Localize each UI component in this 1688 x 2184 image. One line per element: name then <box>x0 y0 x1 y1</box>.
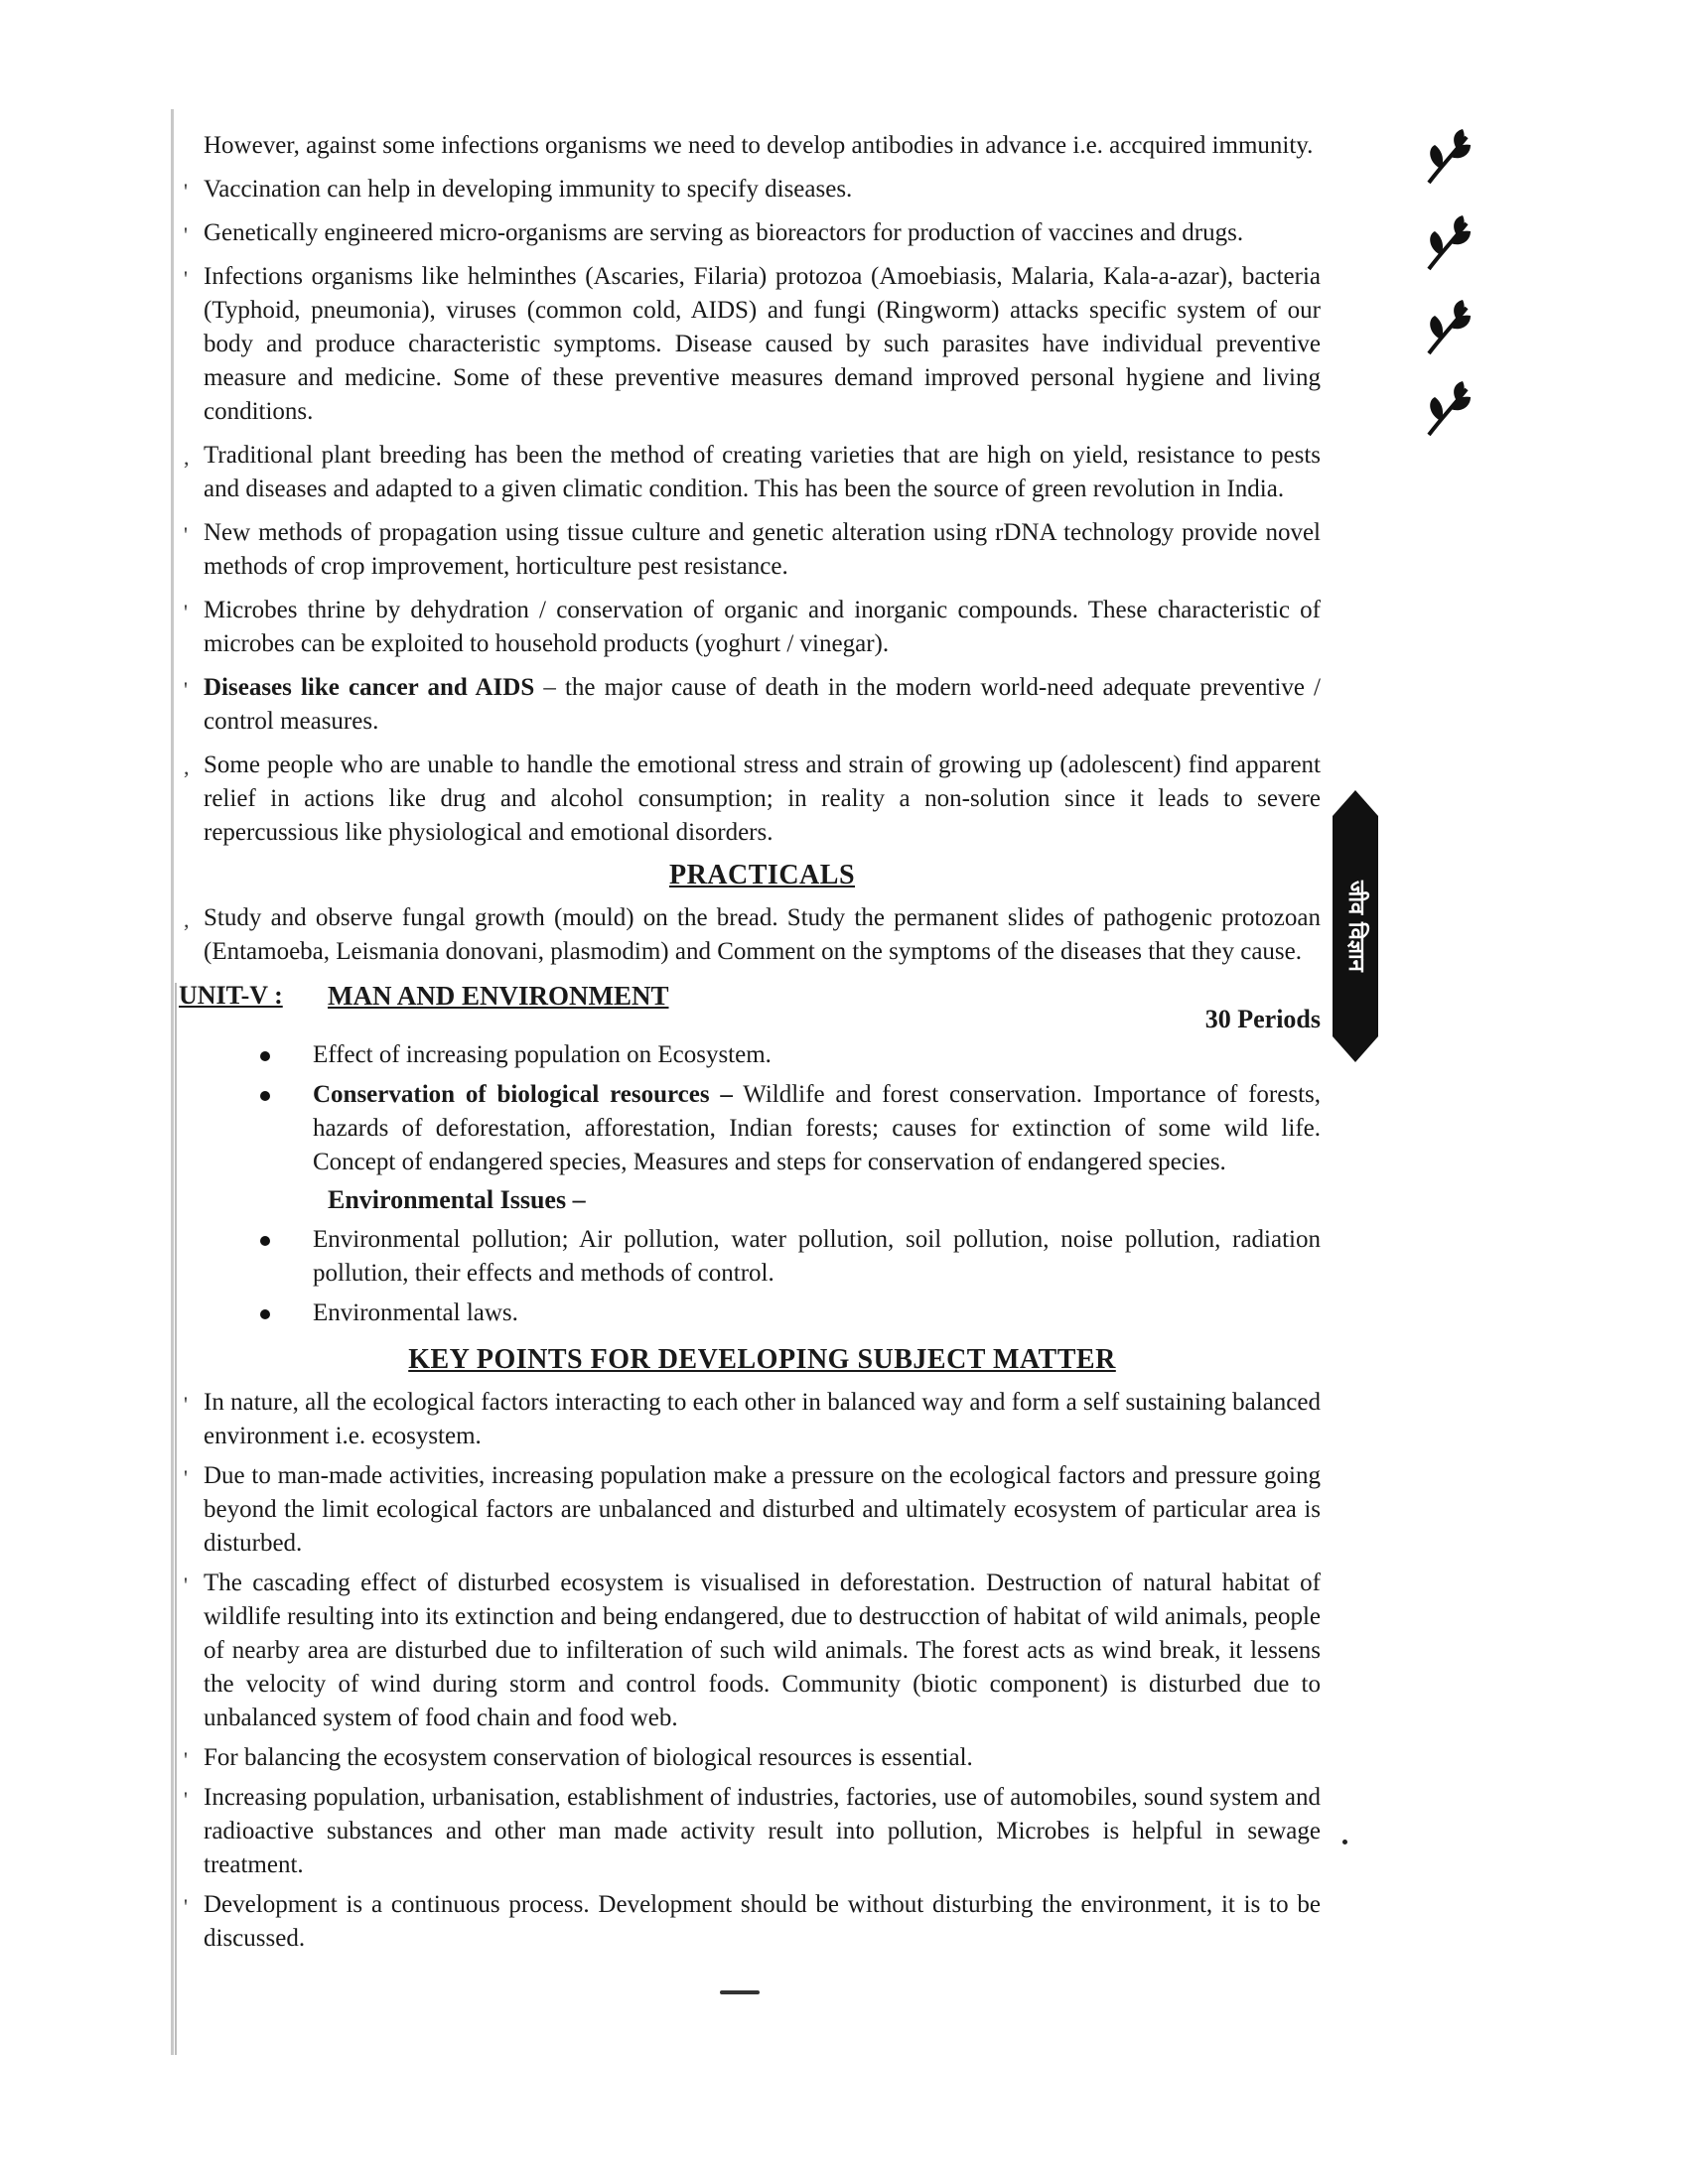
paragraph-text: Vaccination can help in developing immunity to specify diseases. <box>204 176 853 203</box>
environmental-issues-heading: Environmental Issues – <box>328 1185 586 1214</box>
unit-label: UNIT-V : <box>179 981 283 1010</box>
paragraph-text: – the major cause of death in the modern world-need adequate preventive / control measures. <box>204 674 1321 735</box>
side-tab <box>1333 816 1378 1036</box>
paragraph: ' New methods of propagation using tissue culture and genetic alteration using rDNA technology provide novel methods of crop improvement, horticulture pest resistance. <box>184 519 1321 580</box>
leaf-icon <box>1421 127 1475 189</box>
paragraph-text: Microbes thrine by dehydration / conservation of organic and inorganic compounds. These characteristic of microbes can be exploited to household products (yoghurt / vinegar). <box>204 597 1321 657</box>
list-item: Environmental laws. <box>258 1297 1321 1330</box>
key-points-heading: KEY POINTS FOR DEVELOPING SUBJECT MATTER <box>408 1344 1116 1375</box>
paragraph: ' Due to man-made activities, increasing population make a pressure on the ecological factors and pressure going beyond the limit ecological factors are unbalanced and disturbed and ultimately ecosystem of particular area is disturbed. <box>184 1462 1321 1557</box>
paragraph: ' For balancing the ecosystem conservation of biological resources is essential. <box>184 1744 973 1772</box>
paragraph: ' Development is a continuous process. Development should be without disturbing the environment, it is to be discussed. <box>184 1891 1321 1952</box>
paragraph-text: Genetically engineered micro-organisms are serving as bioreactors for production of vaccines and drugs. <box>204 219 1244 246</box>
bullet-icon <box>260 1051 270 1061</box>
main-content <box>179 129 1321 1962</box>
paragraph: ' Diseases like cancer and AIDS – the major cause of death in the modern world-need adequate preventive / control measures. <box>184 674 1321 735</box>
unit-periods: 30 Periods <box>1204 1005 1321 1033</box>
paragraph: ' Increasing population, urbanisation, establishment of industries, factories, use of automobiles, sound system and radioactive substances and other man made activity result into pollution, Microbes is helpful in sewage treatment. <box>184 1784 1321 1878</box>
list-item: Conservation of biological resources – Wildlife and forest conservation. Importance of forests, hazards of deforestation, afforestation, Indian forests; causes for extinction of some wild life. Concept of endangered species, Measures and steps for conservation of endangered species. <box>258 1078 1321 1179</box>
side-tab-label: जीव विज्ञान <box>1343 881 1368 972</box>
leaf-icon <box>1421 379 1475 441</box>
practicals-heading: PRACTICALS <box>668 860 856 890</box>
unit-header <box>179 979 1321 1033</box>
binding-shadow <box>171 109 174 2055</box>
stray-mark <box>1342 1840 1347 1844</box>
leaf-icon <box>1421 298 1475 359</box>
list-item: Environmental pollution; Air pollution, water pollution, soil pollution, noise pollution, radiation pollution, their effects and methods of control. <box>258 1223 1321 1291</box>
environmental-topics <box>204 1223 1321 1330</box>
paragraph: , Some people who are unable to handle the emotional stress and strain of growing up (adolescent) find apparent relief in actions like drug and alcohol consumption; in reality a non-solution since it leads to severe repercussious like physiological and emotional disorders. <box>184 751 1321 846</box>
bullet-icon <box>260 1236 270 1246</box>
section-top <box>184 129 1321 850</box>
binding-shadow-lower <box>175 983 177 2055</box>
unit-topics <box>204 1038 1321 1179</box>
bullet-icon <box>260 1309 270 1319</box>
unit-title: MAN AND ENVIRONMENT <box>328 981 669 1011</box>
bullet-icon <box>260 1091 270 1101</box>
page-number-mark <box>720 1990 760 1994</box>
list-item: Effect of increasing population on Ecosystem. <box>258 1038 1321 1072</box>
paragraph: ' Genetically engineered micro-organisms are serving as bioreactors for production of vaccines and drugs. <box>184 219 1244 247</box>
paragraph: ' Infections organisms like helminthes (Ascaries, Filaria) protozoa (Amoebiasis, Malaria, Kala-a-azar), bacteria (Typhoid, pneumonia), viruses (common cold, AIDS) and fungi (Ringworm) attacks specific system of our body and produce characteristic symptoms. Disease caused by such parasites have individual preventive measure and medicine. Some of these preventive measures demand improved personal hygiene and living conditions. <box>184 263 1321 425</box>
key-points-section <box>184 1386 1321 1956</box>
paragraph-text: Some people who are unable to handle the emotional stress and strain of growing up (adolescent) find apparent relief in actions like drug and alcohol consumption; in reality a non-solution since it leads to severe repercussious like physiological and emotional disorders. <box>204 751 1321 846</box>
practicals-text: , Study and observe fungal growth (mould) on the bread. Study the permanent slides of pathogenic protozoan (Entamoeba, Leismania donovani, plasmodim) and Comment on the symptoms of the diseases that they cause. <box>184 904 1321 965</box>
paragraph <box>204 129 1321 163</box>
paragraph: ' Microbes thrine by dehydration / conservation of organic and inorganic compounds. These characteristic of microbes can be exploited to household products (yoghurt / vinegar). <box>184 597 1321 657</box>
leaf-icon <box>1421 213 1475 275</box>
paragraph: , Traditional plant breeding has been the method of creating varieties that are high on yield, resistance to pests and diseases and adapted to a given climatic condition. This has been the source of green revolution in India. <box>184 442 1321 502</box>
paragraph: ' Vaccination can help in developing immunity to specify diseases. <box>184 176 853 204</box>
paragraph-text: Traditional plant breeding has been the method of creating varieties that are high on yield, resistance to pests and diseases and adapted to a given climatic condition. This has been the source of green revolution in India. <box>204 442 1321 502</box>
paragraph-text: Infections organisms like helminthes (Ascaries, Filaria) protozoa (Amoebiasis, Malaria, Kala-a-azar), bacteria (Typhoid, pneumonia), viruses (common cold, AIDS) and fungi (Ringworm) attacks specific system of our body and produce characteristic symptoms. Disease caused by such parasites have individual preventive measure and medicine. Some of these preventive measures demand improved personal hygiene and living conditions. <box>204 263 1321 425</box>
paragraph: ' In nature, all the ecological factors interacting to each other in balanced way and form a self sustaining balanced environment i.e. ecosystem. <box>184 1389 1321 1449</box>
paragraph-text: However, against some infections organisms we need to develop antibodies in advance i.e. accquired immunity. <box>204 132 1314 159</box>
paragraph-bold: Diseases like cancer and AIDS <box>204 674 535 701</box>
paragraph-text: New methods of propagation using tissue culture and genetic alteration using rDNA technology provide novel methods of crop improvement, horticulture pest resistance. <box>204 519 1321 580</box>
paragraph: ' The cascading effect of disturbed ecosystem is visualised in deforestation. Destruction of natural habitat of wildlife resulting into its extinction and being endangered, due to destrucction of habitat of wild animals, people of nearby area are disturbed due to infilteration of such wild animals. The forest acts as wind break, it lessens the velocity of wind during storm and control foods. Community (biotic component) is disturbed due to unbalanced system of food chain and food web. <box>184 1570 1321 1731</box>
